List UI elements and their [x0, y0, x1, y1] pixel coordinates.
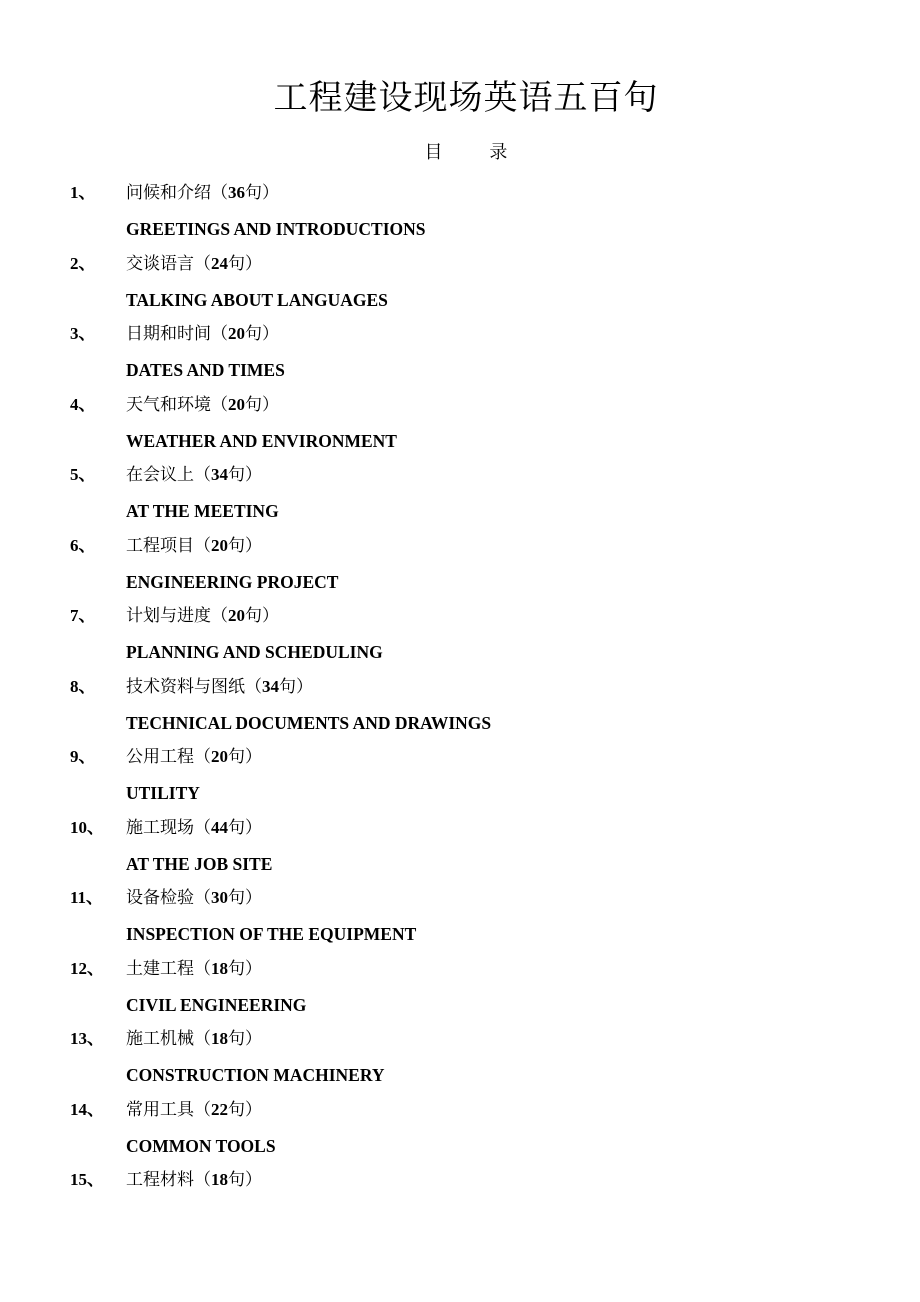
toc-entry-8[interactable] [0, 670, 920, 741]
toc-entry-number: 11、 [70, 888, 104, 907]
toc-entry-english-title: AT THE JOB SITE [126, 853, 273, 874]
toc-entry-english-title: INSPECTION OF THE EQUIPMENT [126, 924, 417, 944]
toc-entry-english-title: GREETINGS AND INTRODUCTIONS [126, 219, 426, 239]
document-title: 工程建设现场英语五百句 [273, 78, 659, 118]
toc-entry-number: 10、 [70, 817, 104, 837]
toc-entry-english-title: WEATHER AND ENVIRONMENT [126, 430, 397, 451]
toc-entry-number: 3、 [70, 324, 96, 343]
toc-entry-number: 12、 [70, 958, 104, 978]
toc-entry-4[interactable] [0, 388, 920, 459]
toc-entry-number: 1、 [70, 183, 96, 202]
toc-entry-count: 20 [228, 324, 245, 343]
toc-entry-1[interactable] [0, 176, 920, 247]
toc-entry-english-title: CONSTRUCTION MACHINERY [126, 1065, 385, 1085]
toc-entry-chinese-title: 计划与进度（20句） [126, 606, 279, 626]
toc-entry-9[interactable] [0, 740, 920, 811]
toc-entry-number: 6、 [70, 535, 96, 555]
toc-entry-14[interactable] [0, 1093, 920, 1164]
toc-entry-chinese-title: 问候和介绍（36句） [126, 183, 279, 203]
toc-entry-english-title: TECHNICAL DOCUMENTS AND DRAWINGS [126, 712, 492, 733]
toc-entry-number: 9、 [70, 747, 96, 766]
toc-entry-chinese-title: 在会议上（34句） [126, 465, 262, 485]
toc-entry-5[interactable] [0, 458, 920, 529]
toc-entry-number: 15、 [70, 1170, 104, 1189]
toc-entry-number: 4、 [70, 394, 96, 414]
toc-entry-count: 20 [211, 535, 228, 555]
toc-entry-chinese-title: 设备检验（30句） [126, 888, 262, 908]
toc-entry-count: 34 [262, 676, 279, 696]
toc-entry-count: 22 [211, 1099, 228, 1119]
toc-entry-chinese-title: 施工现场（44句） [126, 817, 262, 838]
toc-entry-chinese-title: 日期和时间（20句） [126, 324, 279, 344]
toc-entry-chinese-title: 天气和环境（20句） [126, 394, 279, 415]
toc-entry-english-title: CIVIL ENGINEERING [126, 994, 307, 1015]
table-of-contents [0, 176, 920, 1234]
toc-entry-english-title: TALKING ABOUT LANGUAGES [126, 289, 388, 310]
toc-entry-english-title: COMMON TOOLS [126, 1135, 276, 1156]
toc-entry-chinese-title: 工程项目（20句） [126, 535, 262, 556]
toc-entry-count: 30 [211, 888, 228, 907]
toc-entry-chinese-title: 施工机械（18句） [126, 1029, 262, 1049]
toc-entry-7[interactable] [0, 599, 920, 670]
toc-entry-11[interactable] [0, 881, 920, 952]
toc-entry-chinese-title: 交谈语言（24句） [126, 253, 262, 274]
toc-entry-english-title: PLANNING AND SCHEDULING [126, 642, 383, 662]
toc-entry-english-title: DATES AND TIMES [126, 360, 285, 380]
toc-entry-count: 18 [211, 1029, 228, 1048]
toc-entry-number: 2、 [70, 253, 96, 273]
toc-entry-12[interactable] [0, 952, 920, 1023]
toc-entry-13[interactable] [0, 1022, 920, 1093]
toc-entry-count: 18 [211, 1170, 228, 1189]
toc-entry-count: 34 [211, 465, 228, 484]
toc-entry-count: 18 [211, 958, 228, 978]
toc-entry-count: 20 [211, 747, 228, 766]
toc-entry-number: 5、 [70, 465, 96, 484]
toc-entry-6[interactable] [0, 529, 920, 600]
toc-entry-english-title: UTILITY [126, 783, 200, 803]
toc-entry-count: 36 [228, 183, 245, 202]
toc-entry-number: 7、 [70, 606, 96, 625]
toc-entry-count: 24 [211, 253, 228, 273]
toc-entry-10[interactable] [0, 811, 920, 882]
toc-entry-number: 8、 [70, 676, 96, 696]
toc-entry-chinese-title: 土建工程（18句） [126, 958, 262, 979]
toc-entry-count: 44 [211, 817, 228, 837]
toc-entry-3[interactable] [0, 317, 920, 388]
toc-entry-chinese-title: 公用工程（20句） [126, 747, 262, 767]
toc-entry-chinese-title: 技术资料与图纸（34句） [126, 676, 313, 697]
toc-entry-english-title: ENGINEERING PROJECT [126, 571, 339, 592]
toc-entry-chinese-title: 工程材料（18句） [126, 1170, 262, 1190]
toc-entry-count: 20 [228, 606, 245, 625]
toc-entry-chinese-title: 常用工具（22句） [126, 1099, 262, 1120]
toc-entry-count: 20 [228, 394, 245, 414]
toc-entry-2[interactable] [0, 247, 920, 318]
toc-entry-number: 13、 [70, 1029, 104, 1048]
toc-heading: 目 录 [424, 142, 508, 163]
toc-entry-15[interactable] [0, 1163, 920, 1234]
toc-entry-english-title: AT THE MEETING [126, 501, 279, 521]
toc-entry-number: 14、 [70, 1099, 104, 1119]
